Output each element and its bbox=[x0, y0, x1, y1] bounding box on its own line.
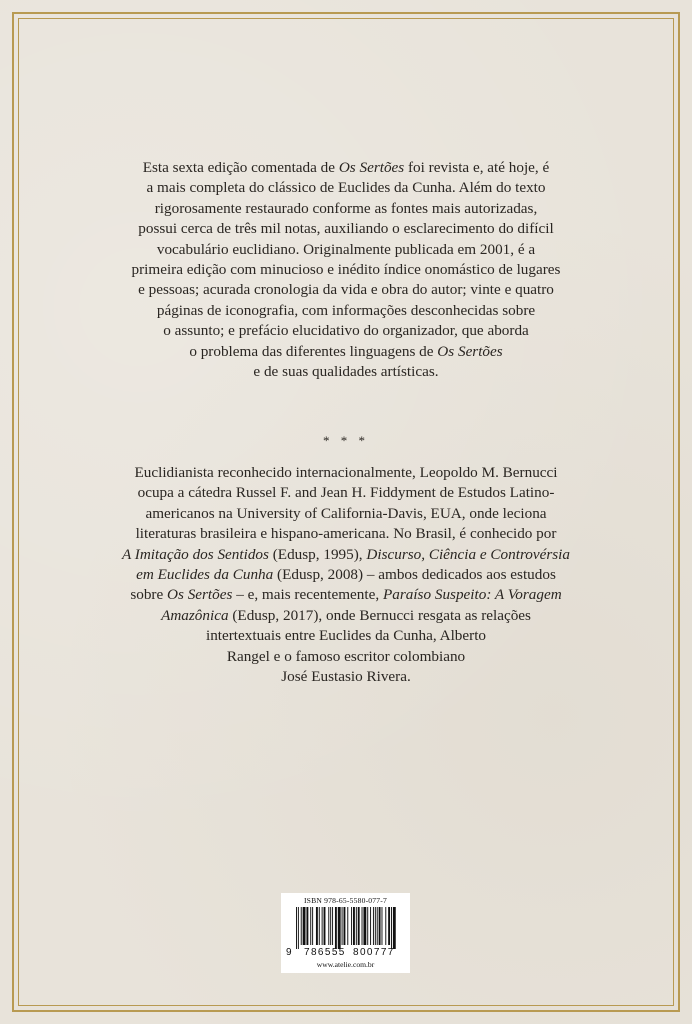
text-segment: Euclidianista reconhecido internacionalmente, Leopoldo M. Bernucci bbox=[134, 464, 558, 481]
text-segment: o problema das diferentes linguagens de bbox=[189, 342, 438, 360]
text-segment: Paraíso Suspeito: A Voragem bbox=[382, 586, 562, 604]
text-line bbox=[100, 504, 592, 524]
text-segment: foi revista e, até hoje, é bbox=[404, 159, 550, 176]
text-line bbox=[100, 301, 592, 321]
text-line bbox=[100, 158, 592, 178]
text-segment: Amazônica bbox=[161, 606, 229, 624]
barcode-bar bbox=[375, 907, 376, 945]
text-line bbox=[100, 178, 592, 198]
text-segment: intertextuais entre Euclides da Cunha, Alberto bbox=[205, 627, 487, 645]
section-separator: * * * bbox=[323, 433, 369, 448]
barcode-bar bbox=[328, 907, 329, 945]
text-line bbox=[100, 199, 592, 219]
barcode-bar bbox=[312, 907, 313, 945]
text-segment: José Eustasio Rivera. bbox=[281, 668, 411, 686]
text-segment: Os Sertões bbox=[167, 586, 233, 604]
text-segment: páginas de iconografia, com informações desconhecidas sobre bbox=[156, 301, 536, 319]
text-line bbox=[100, 585, 592, 605]
barcode-bar bbox=[385, 907, 386, 945]
text-segment: a mais completa do clássico de Euclides da Cunha. Além do texto bbox=[146, 179, 546, 197]
barcode-digit-right-group: 800777 bbox=[353, 947, 395, 958]
barcode-bar bbox=[351, 907, 352, 945]
text-line bbox=[100, 240, 592, 260]
isbn-number: ISBN 978-65-5580-077-7 bbox=[303, 896, 388, 905]
text-line bbox=[100, 565, 592, 585]
barcode-bar bbox=[347, 907, 348, 945]
text-line bbox=[100, 321, 592, 341]
barcode-digit-prefix: 9 bbox=[286, 947, 292, 958]
text-segment: Esta sexta edição comentada de bbox=[142, 159, 339, 176]
author-bio-paragraph bbox=[100, 463, 592, 687]
barcode-bar bbox=[382, 907, 383, 945]
barcode-bar bbox=[301, 907, 302, 945]
text-segment: Discurso, Ciência e Controvérsia bbox=[366, 545, 570, 563]
barcode-bar bbox=[353, 907, 355, 945]
barcode-bar bbox=[310, 907, 311, 945]
text-line bbox=[100, 626, 592, 646]
text-segment: Os Sertões bbox=[437, 342, 503, 360]
text-line bbox=[100, 545, 592, 565]
barcode-bar bbox=[362, 907, 363, 945]
barcode-bar bbox=[391, 907, 392, 949]
barcode-bar bbox=[377, 907, 378, 945]
text-line bbox=[100, 260, 592, 280]
publisher-website: www.atelie.com.br bbox=[316, 960, 375, 969]
text-line bbox=[100, 606, 592, 626]
text-segment: (Edusp, 2017), onde Bernucci resgata as relações bbox=[228, 606, 531, 624]
barcode-bar bbox=[342, 907, 343, 945]
text-segment: (Edusp, 2008) – ambos dedicados aos estudos bbox=[273, 566, 556, 584]
barcode-bar bbox=[316, 907, 318, 945]
text-segment: – e, mais recentemente, bbox=[232, 586, 383, 604]
barcode-bar bbox=[324, 907, 326, 945]
barcode-bar bbox=[356, 907, 357, 945]
barcode-bar bbox=[363, 907, 366, 945]
barcode-bar bbox=[332, 907, 333, 945]
text-segment: vocabulário euclidiano. Originalmente publicada em 2001, é a bbox=[156, 240, 536, 258]
barcode-bar bbox=[388, 907, 390, 945]
barcode-panel bbox=[281, 893, 410, 973]
text-segment: A Imitação dos Sentidos bbox=[121, 545, 269, 563]
text-line bbox=[100, 219, 592, 239]
barcode-bar bbox=[344, 907, 346, 945]
barcode-bar bbox=[298, 907, 299, 949]
text-line bbox=[100, 524, 592, 544]
barcode-bars bbox=[296, 907, 396, 949]
barcode-bar bbox=[322, 907, 323, 945]
synopsis-paragraph bbox=[100, 158, 592, 382]
text-line bbox=[100, 362, 592, 382]
text-segment: e pessoas; acurada cronologia da vida e obra do autor; vinte e quatro bbox=[138, 281, 554, 299]
barcode-bar bbox=[370, 907, 371, 945]
text-segment: ocupa a cátedra Russel F. and Jean H. Fiddyment de Estudos Latino- bbox=[137, 484, 555, 502]
barcode-bar bbox=[379, 907, 381, 945]
barcode-bar bbox=[306, 907, 308, 945]
barcode-bar bbox=[358, 907, 360, 945]
text-segment: e de suas qualidades artísticas. bbox=[253, 363, 439, 381]
text-segment: em Euclides da Cunha bbox=[136, 566, 274, 584]
text-line bbox=[100, 483, 592, 503]
text-line bbox=[100, 342, 592, 362]
text-segment: Os Sertões bbox=[338, 159, 405, 176]
barcode-digit-left-group: 786555 bbox=[304, 947, 346, 958]
text-line bbox=[100, 280, 592, 300]
text-segment: rigorosamente restaurado conforme as fontes mais autorizadas, bbox=[154, 199, 538, 217]
text-segment: literaturas brasileira e hispano-americana. No Brasil, é conhecido por bbox=[135, 525, 557, 543]
barcode-bar bbox=[330, 907, 331, 945]
text-line bbox=[100, 647, 592, 667]
text-line bbox=[100, 667, 592, 687]
barcode-bar bbox=[303, 907, 306, 945]
text-segment: Rangel e o famoso escritor colombiano bbox=[226, 647, 466, 665]
text-segment: o assunto; e prefácio elucidativo do organizador, que aborda bbox=[163, 322, 529, 340]
text-segment: sobre bbox=[130, 586, 168, 604]
barcode-bar bbox=[338, 907, 341, 949]
barcode-bar bbox=[296, 907, 297, 949]
text-line bbox=[100, 463, 592, 483]
barcode-bar bbox=[367, 907, 368, 945]
text-segment: possui cerca de três mil notas, auxiliando o esclarecimento do difícil bbox=[138, 220, 554, 238]
barcode-bar bbox=[373, 907, 374, 945]
barcode-bar bbox=[335, 907, 337, 949]
text-segment: americanos na University of California-Davis, EUA, onde leciona bbox=[145, 504, 547, 522]
text-segment: primeira edição com minucioso e inédito índice onomástico de lugares bbox=[131, 261, 561, 279]
text-segment: (Edusp, 1995), bbox=[268, 545, 367, 563]
barcode-bar bbox=[393, 907, 396, 949]
barcode-bar bbox=[319, 907, 320, 945]
